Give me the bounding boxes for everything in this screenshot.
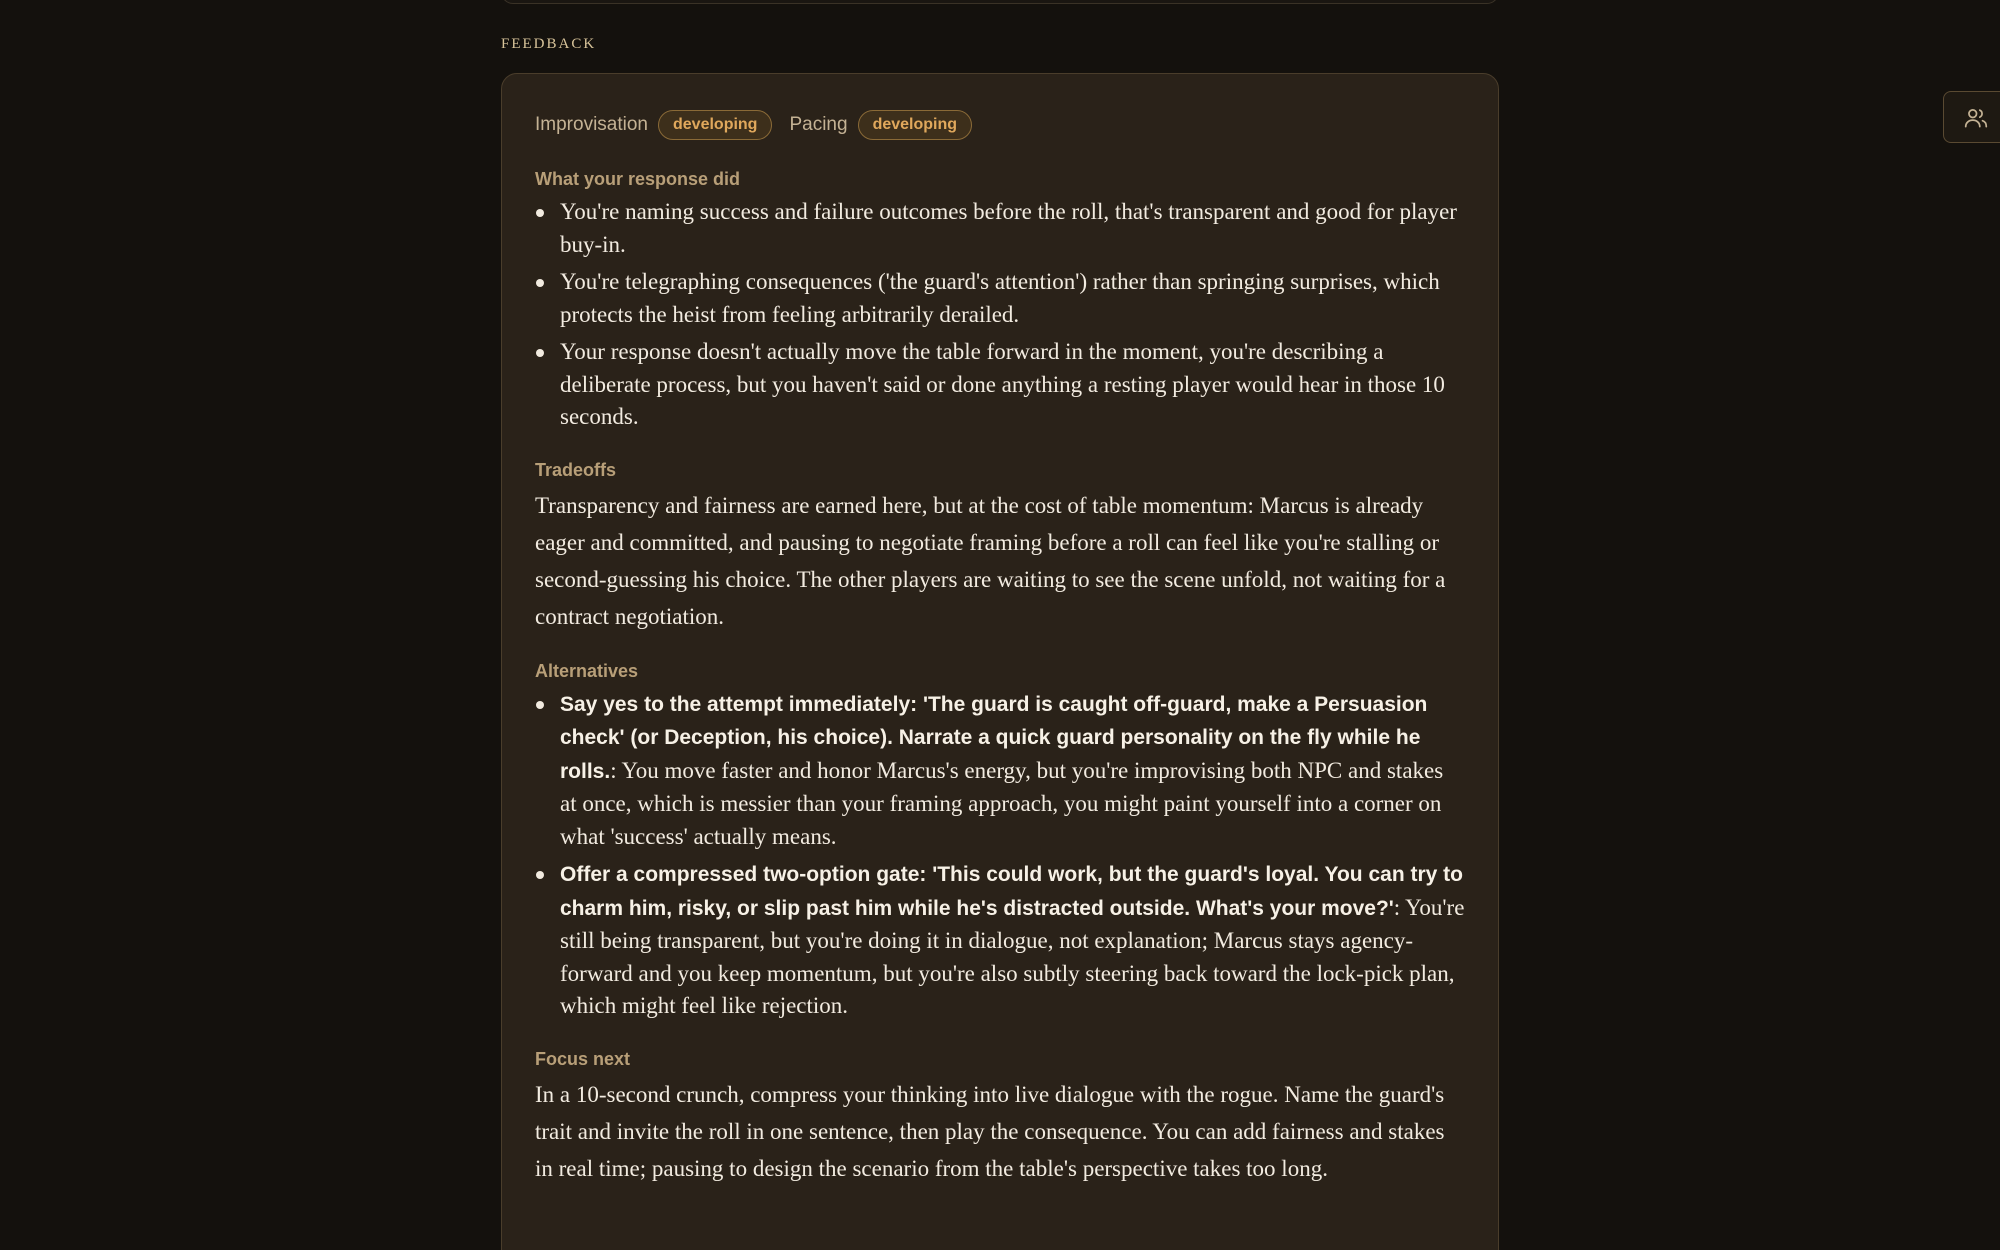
tag-label-improvisation: Improvisation <box>535 114 648 135</box>
skill-tags <box>535 108 1465 142</box>
response-heading: What your response did <box>535 169 741 189</box>
participants-button[interactable] <box>1943 91 2000 143</box>
list-item: You're naming success and failure outcomes before the roll, that's transparent and good for player buy-in. <box>560 196 1465 261</box>
focus-heading: Focus next <box>535 1048 631 1069</box>
tradeoffs-text: Transparency and fairness are earned here, but at the cost of table momentum: Marcus is already eager and committed, and pausing to negotiate framing before a roll can feel like you're stalling or second-guessing his choice. The other players are waiting to see the scene unfold, not waiting for a contract negotiation. <box>535 492 1446 629</box>
alternative-text: : You move faster and honor Marcus's energy, but you're improvising both NPC and stakes at once, which is messier than your framing approach, you might paint yourself into a corner on what 'success' actually means. <box>560 757 1444 849</box>
tag-badge-pacing: developing <box>858 110 972 140</box>
alternatives-list <box>535 688 1465 1023</box>
tag-label-pacing: Pacing <box>789 114 848 135</box>
list-item: You're telegraphing consequences ('the guard's attention') rather than springing surprises, which protects the heist from feeling arbitrarily derailed. <box>560 266 1465 331</box>
section-heading: FEEDBACK <box>501 36 597 52</box>
alternative-title: Offer a compressed two-option gate: 'This could work, but the guard's loyal. You can try to charm him, risky, or slip past him while he's distracted outside. What's your move?' <box>560 863 1463 920</box>
previous-card <box>501 0 1499 4</box>
tradeoffs-heading: Tradeoffs <box>535 459 617 480</box>
alternative-title: Say yes to the attempt immediately: 'The guard is caught off-guard, make a Persuasion check' (or Deception, his choice). Narrate a quick guard personality on the fly while he rolls. <box>560 692 1428 783</box>
alternative-text: : You're still being transparent, but you're doing it in dialogue, not explanation; Marcus stays agency-forward and you keep momentum, but you're also subtly steering back toward the lock-pick plan, which might feel like rejection. <box>560 894 1465 1018</box>
list-item: Your response doesn't actually move the table forward in the moment, you're describing a deliberate process, but you haven't said or done anything a resting player would hear in those 10 seconds. <box>560 336 1465 434</box>
feedback-card <box>501 73 1499 1250</box>
list-item <box>560 688 1465 854</box>
tag-badge-improvisation: developing <box>658 110 772 140</box>
alternatives-heading: Alternatives <box>535 660 639 681</box>
focus-text: In a 10-second crunch, compress your thinking into live dialogue with the rogue. Name the guard's trait and invite the roll in one sentence, then play the consequence. You can add fairness and stakes in real time; pausing to design the scenario from the table's perspective takes too long. <box>535 1081 1445 1181</box>
list-item <box>560 858 1465 1023</box>
response-list <box>535 196 1465 434</box>
